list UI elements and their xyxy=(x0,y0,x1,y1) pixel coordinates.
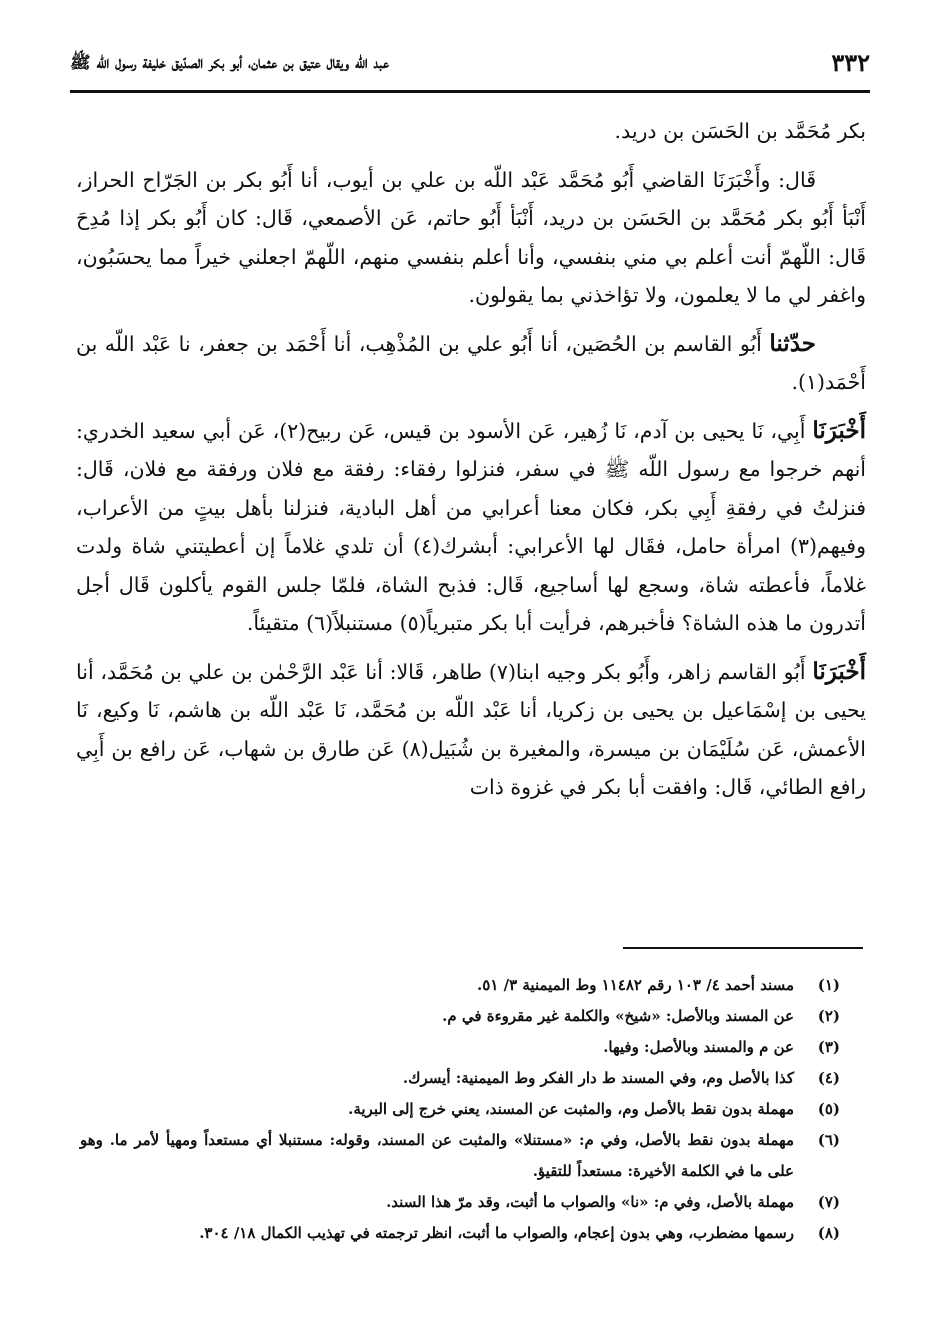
paragraph xyxy=(76,412,866,643)
footnote-text: مهملة بدون نقط بالأصل وم، والمثبت عن المسند، يعني خرج إلى البرية. xyxy=(348,1100,794,1118)
footnote xyxy=(80,1094,840,1125)
paragraph-text: أَبِي، نَا يحيى بن آدم، نَا زُهير، عَن الأسود بن قيس، عَن ربيح(٢)، عَن أبي سعيد الخدري: أنهم خرجوا مع رسول اللّه ﷺ في سفر، فنزلوا رفقاء: رفقة مع فلان ورفقة مع فلان، قَال: فنزلتُ في رفقةِ أَبِي بكر، فكان معنا أعرابي من أهل البادية، فنزلنا بأهل بيتٍ من الأعراب، وفيهم(٣) امرأة حامل، فقَال لها الأعرابي: أبشرك(٤) أن تلدي غلاماً إن أعطيتني شاة ولدت غلاماً، فأعطته شاة، وسجع لها أساجيع، قَال: فذبح الشاة، فلمّا جلس القوم يأكلون قَال أجل أتدرون ما هذه الشاة؟ فأخبرهم، فرأيت أبا بكر متبرياً(٥) مستنبلاً(٦) متقيئاً. xyxy=(76,418,866,635)
footnote xyxy=(80,970,840,1001)
paragraph xyxy=(76,112,866,151)
footnote-number: (٥) xyxy=(817,1100,840,1118)
paragraph-lead: أَخْبَرَنَا xyxy=(812,657,866,685)
footnote-separator xyxy=(623,947,863,949)
paragraph xyxy=(76,161,866,315)
footnote-text: مهملة بالأصل، وفي م: «نا» والصواب ما أثبت، وقد مرّ هذا السند. xyxy=(386,1193,794,1211)
footnote-number: (٦) xyxy=(817,1131,840,1149)
footnote-number: (٤) xyxy=(817,1069,840,1087)
footnote xyxy=(80,1063,840,1094)
paragraph-lead: أَخْبَرَنَا xyxy=(812,416,866,444)
footnote-number: (١) xyxy=(817,976,840,994)
paragraph-text: أَبُو القاسم زاهر، وأَبُو بكر وجيه ابنا(٧) طاهر، قَالا: أنا عَبْد الرَّحْمٰن بن علي بن مُحَمَّد، أنا يحيى بن إسْمَاعيل بن يحيى بن زكريا، أنا عَبْد اللّه بن مُحَمَّد، نَا عَبْد اللّه بن هاشم، نَا وكيع، نَا الأعمش، عَن سُلَيْمَان بن ميسرة، والمغيرة بن شُبَيل(٨) عَن طارق بن شهاب، عَن رافع بن أَبِي رافع الطائي، قَال: وافقت أبا بكر في غزوة ذات xyxy=(76,659,866,799)
paragraph-lead: حدّثنا xyxy=(769,329,816,357)
footnote-number: (٣) xyxy=(817,1038,840,1056)
footnote-number: (٧) xyxy=(817,1193,840,1211)
paragraph-text: بكر مُحَمَّد بن الحَسَن بن دريد. xyxy=(614,119,866,143)
page-header xyxy=(70,44,870,88)
footnote-number: (٨) xyxy=(817,1224,840,1242)
running-head: عبد اللّه ويقال عتيق بن عثمان، أبو بكر الصدّيق خليفة رسول اللّه ﷺ xyxy=(70,53,389,73)
paragraph xyxy=(76,653,866,807)
footnote-text: رسمها مضطرب، وهي بدون إعجام، والصواب ما أثبت، انظر ترجمته في تهذيب الكمال ١٨/ ٣٠٤. xyxy=(199,1224,794,1242)
paragraph xyxy=(76,325,866,402)
footnote-text: كذا بالأصل وم، وفي المسند ط دار الفكر وط الميمنية: أيسرك. xyxy=(402,1069,794,1087)
footnote xyxy=(80,1032,840,1063)
footnote-text: مهملة بدون نقط بالأصل، وفي م: «مستنلا» والمثبت عن المسند، وقوله: مستنبلا أي مستعداً ومهيأ لأمر ما. وهو على ما في الكلمة الأخيرة: مستعداً للتقيؤ. xyxy=(80,1131,794,1180)
footnote-text: عن المسند وبالأصل: «شيخ» والكلمة غير مقروءة في م. xyxy=(442,1007,794,1025)
footnote-text: عن م والمسند وبالأصل: وفيها. xyxy=(603,1038,794,1056)
footnote-number: (٢) xyxy=(817,1007,840,1025)
footnote-text: مسند أحمد ٤/ ١٠٣ رقم ١١٤٨٢ وط الميمنية ٣/ ٥١. xyxy=(477,976,794,994)
main-text xyxy=(76,112,866,817)
paragraph-text: قَال: وأَخْبَرَنَا القاضي أَبُو مُحَمَّد عَبْد اللّه بن علي بن أيوب، أنا أَبُو بكر بن الجَرّاح الحراز، أَنْبَأ أَبُو بكر مُحَمَّد بن الحَسَن بن دريد، أَنْبَأ أَبُو حاتم، عَن الأصمعي، قَال: كان أَبُو بكر إذا مُدِحَ قَال: اللّهمّ أنت أعلم بي مني بنفسي، وأنا أعلم بنفسي منهم، اللّهمّ اجعلني خيراً مما يحسَبُون، واغفر لي ما لا يعلمون، ولا تؤاخذني بما يقولون. xyxy=(76,167,866,307)
header-rule xyxy=(70,90,870,93)
footnote xyxy=(80,1218,840,1249)
footnote xyxy=(80,1001,840,1032)
footnotes xyxy=(80,970,840,1249)
paragraph-text: أَبُو القاسم بن الحُصَين، أنا أَبُو علي بن المُذْهِب، أنا أَحْمَد بن جعفر، نا عَبْد اللّه بن أَحْمَد(١). xyxy=(76,331,866,394)
footnote xyxy=(80,1187,840,1218)
footnote xyxy=(80,1125,840,1187)
page-number: ٣٣٢ xyxy=(831,48,870,77)
